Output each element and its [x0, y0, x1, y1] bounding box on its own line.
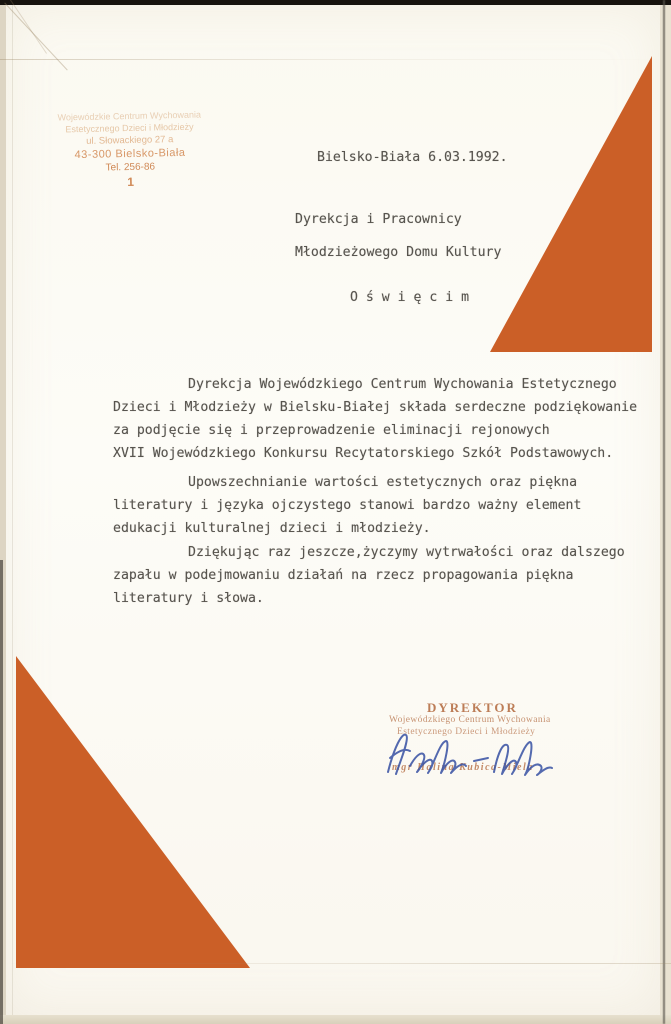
- director-stamp-name: mgr Halina Kubica-Miela: [392, 762, 534, 773]
- scan-edge-right: [663, 0, 665, 1024]
- body-line: Dziękując raz jeszcze,życzymy wytrwałości oraz dalszego: [188, 545, 625, 560]
- director-stamp-title: DYREKTOR: [427, 700, 518, 715]
- handwritten-signature: [378, 716, 563, 792]
- stamp-page-mark: 1: [127, 174, 135, 189]
- body-line: zapału w podejmowaniu działań na rzecz propagowania piękna: [113, 568, 574, 583]
- body-paragraph-2: [113, 475, 581, 544]
- director-stamp-line-2: Estetycznego Dzieci i Młodzieży: [397, 727, 536, 737]
- body-line: XVII Wojewódzkiego Konkursu Recytatorskiego Szkół Podstawowych.: [113, 446, 614, 461]
- scanner-background-right: [660, 0, 671, 1024]
- body-line: Dyrekcja Wojewódzkiego Centrum Wychowania Estetycznego: [188, 377, 617, 392]
- stamp-city: 43-300 Bielsko-Biała: [74, 146, 186, 161]
- body-line: literatury i języka ojczystego stanowi bardzo ważny element: [113, 498, 582, 513]
- crease-line-top: [0, 59, 671, 60]
- addressee-line-1: Dyrekcja i Pracownicy: [295, 212, 462, 227]
- scan-edge-left: [0, 560, 3, 1024]
- scan-edge-top: [0, 0, 671, 5]
- crease-line-bottom: [0, 963, 671, 964]
- body-paragraph-1: [113, 377, 637, 469]
- director-stamp-line-1: Wojewódzkiego Centrum Wychowania: [389, 715, 551, 725]
- crease-line-left: [12, 5, 13, 1015]
- stamp-street: ul. Słowackiego 27 a: [86, 134, 174, 147]
- body-line: edukacji kulturalnej dzieci i młodzieży.: [113, 521, 431, 536]
- scanner-background-bottom: [0, 1015, 671, 1024]
- stamp-org-line-2: Estetycznego Dzieci i Młodzieży: [65, 121, 194, 135]
- stamp-org-line-1: Wojewódzkie Centrum Wychowania: [57, 109, 202, 123]
- body-paragraph-3: [113, 545, 625, 614]
- date-line: Bielsko-Biała 6.03.1992.: [317, 150, 508, 165]
- body-line: za podjęcie się i przeprowadzenie eliminacji rejonowych: [113, 423, 550, 438]
- addressee-city: O ś w i ę c i m: [350, 290, 470, 305]
- sender-address-stamp: [39, 110, 221, 192]
- addressee-line-2: Młodzieżowego Domu Kultury: [295, 245, 502, 260]
- body-line: literatury i słowa.: [113, 591, 264, 606]
- stamp-phone: Tel. 256-86: [105, 160, 156, 174]
- body-line: Upowszechnianie wartości estetycznych oraz piękna: [188, 475, 578, 490]
- body-line: Dzieci i Młodzieży w Bielsku-Białej składa serdeczne podziękowanie: [113, 400, 638, 415]
